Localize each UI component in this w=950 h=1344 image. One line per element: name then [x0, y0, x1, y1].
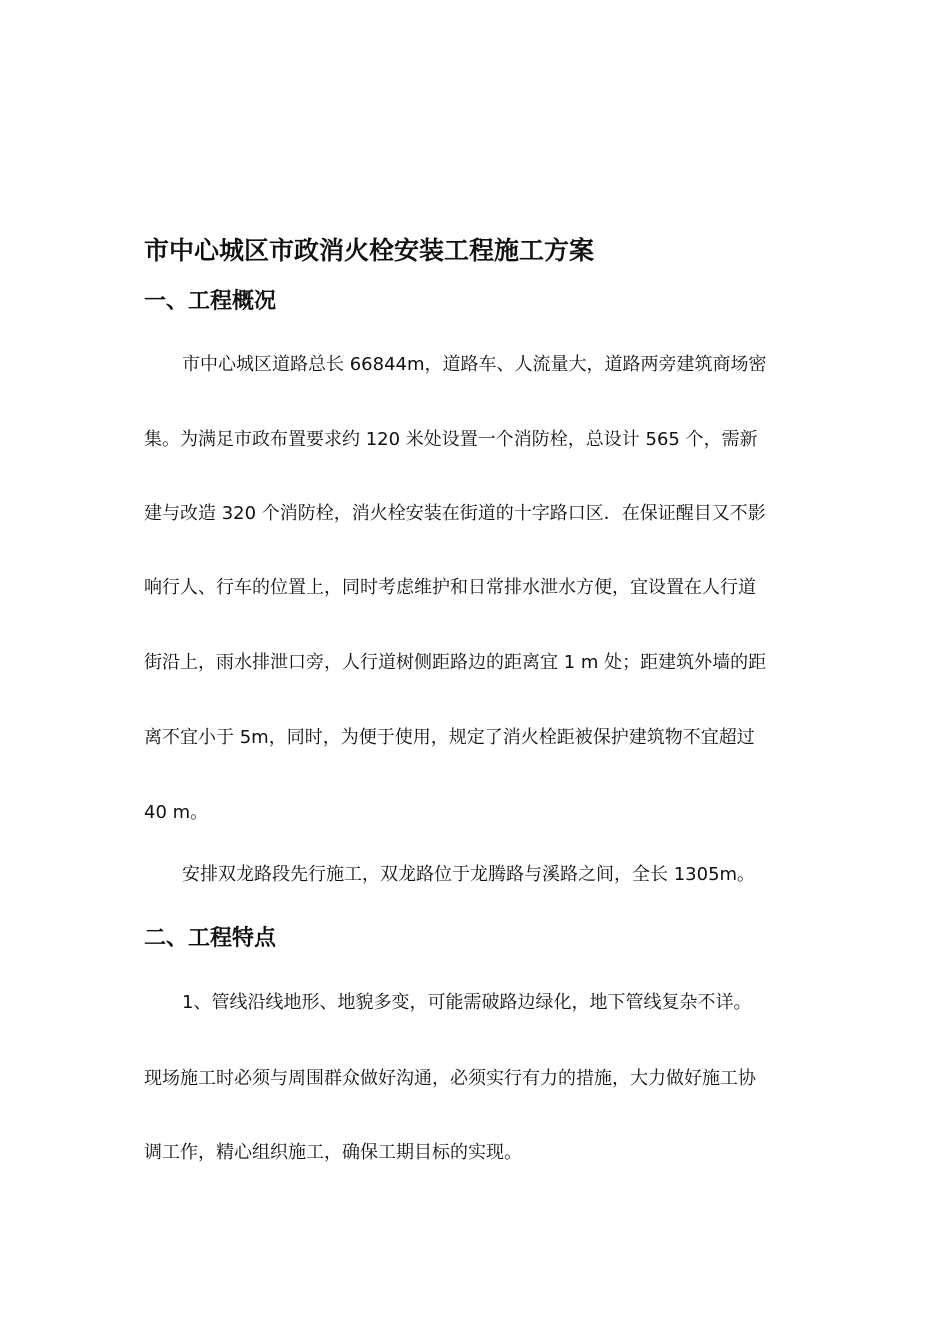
paragraph-line: 1、管线沿线地形、地貌多变，可能需破路边绿化，地下管线复杂不详。 [182, 992, 752, 1013]
paragraph-line: 安排双龙路段先行施工，双龙路位于龙腾路与溪路之间，全长 1305m。 [182, 864, 756, 885]
paragraph-line: 街沿上，雨水排泄口旁，人行道树侧距路边的距离宜 1 m 处；距建筑外墙的距 [144, 652, 767, 673]
paragraph-line: 离不宜小于 5m，同时，为便于使用，规定了消火栓距被保护建筑物不宜超过 [144, 727, 755, 748]
paragraph-line: 调工作，精心组织施工，确保工期目标的实现。 [144, 1142, 522, 1163]
paragraph-line: 响行人、行车的位置上，同时考虑维护和日常排水泄水方便，宜设置在人行道 [144, 577, 756, 598]
section-heading-overview: 一、工程概况 [144, 289, 277, 314]
paragraph-line: 建与改造 320 个消防栓，消火栓安装在街道的十字路口区．在保证醒目又不影 [144, 503, 766, 524]
section-heading-features: 二、工程特点 [144, 926, 277, 951]
paragraph-line: 集。为满足市政布置要求约 120 米处设置一个消防栓，总设计 565 个，需新 [144, 429, 758, 450]
paragraph-line: 现场施工时必须与周围群众做好沟通，必须实行有力的措施，大力做好施工协 [144, 1068, 756, 1089]
paragraph-line: 40 m。 [144, 802, 209, 823]
paragraph-line: 市中心城区道路总长 66844m，道路车、人流量大，道路两旁建筑商场密 [182, 354, 767, 375]
document-title: 市中心城区市政消火栓安装工程施工方案 [144, 236, 595, 265]
